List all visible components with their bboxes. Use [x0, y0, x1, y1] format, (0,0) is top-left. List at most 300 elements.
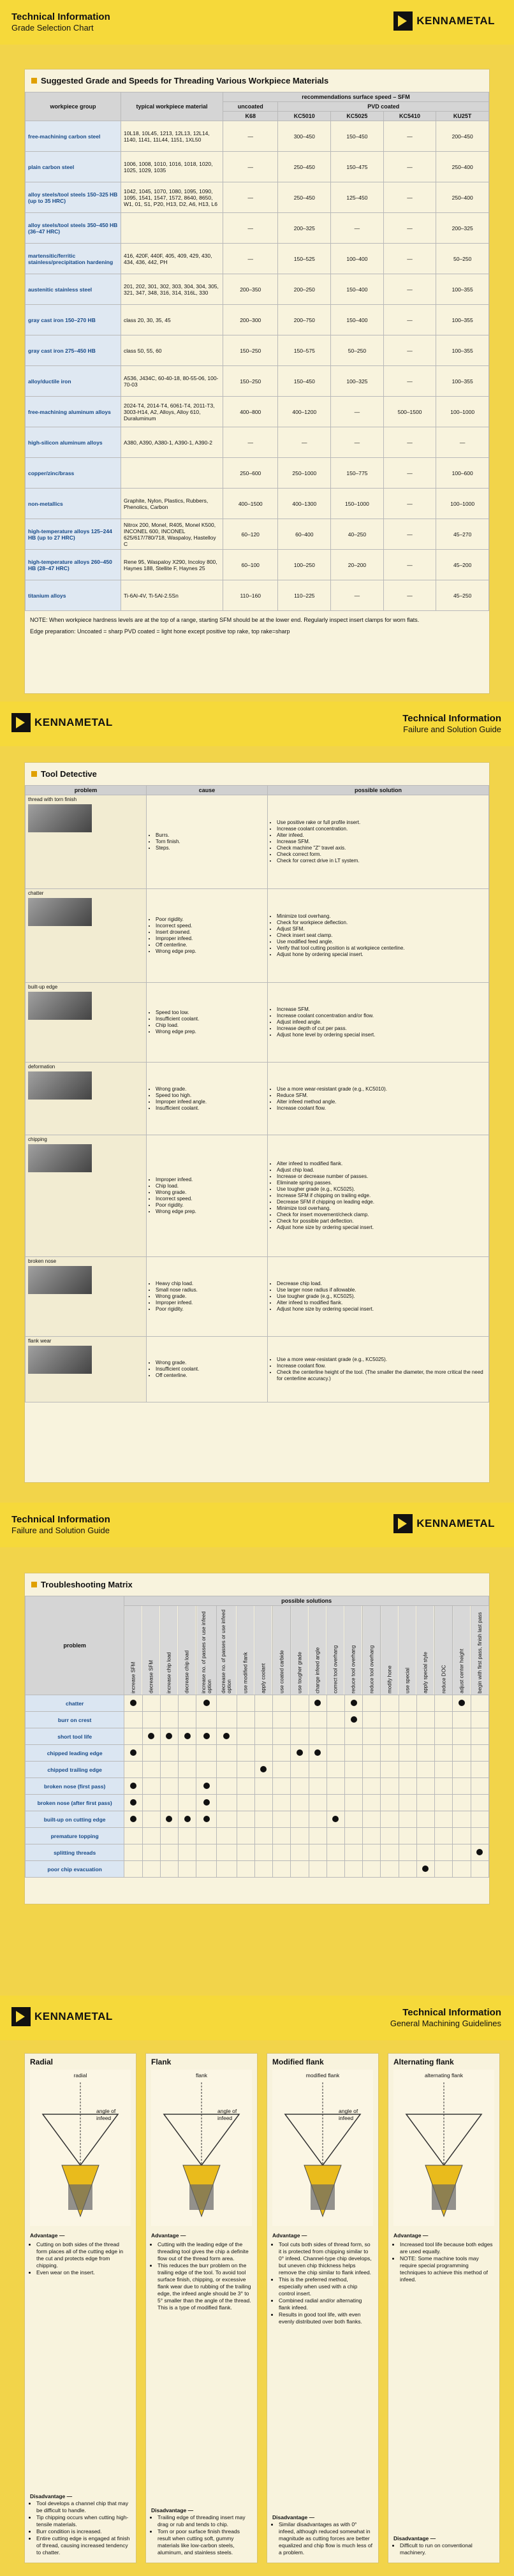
- problem-cell: [26, 889, 147, 983]
- matrix-cell: [196, 1844, 217, 1861]
- matrix-cell: [435, 1844, 453, 1861]
- solution-item: • Adjust hone level by ordering special insert.: [277, 1032, 486, 1038]
- matrix-cell: [399, 1745, 416, 1762]
- workpiece-group: gray cast iron 275–450 HB: [26, 335, 121, 366]
- matrix-cell: [344, 1828, 362, 1844]
- problem-label: broken nose (after first pass): [26, 1795, 124, 1811]
- speed-cell: 40–250: [331, 519, 384, 550]
- matrix-cell: [344, 1762, 362, 1778]
- dot-icon: [203, 1783, 210, 1789]
- matrix-cell: [216, 1811, 237, 1828]
- matrix-cell: [237, 1695, 254, 1712]
- table-row: [26, 889, 489, 983]
- edge-prep-note: Edge preparation: Uncoated = sharp PVD coated = light hone except positive top rake, top rake=sharp: [30, 628, 290, 635]
- matrix-cell: [237, 1861, 254, 1878]
- matrix-cell: [344, 1844, 362, 1861]
- matrix-cell: [309, 1778, 327, 1795]
- matrix-cell: [471, 1828, 489, 1844]
- table-row: [26, 1762, 489, 1778]
- matrix-cell: [471, 1695, 489, 1712]
- advantage-item: • This is the preferred method, especially when used with a chip control insert.: [279, 2276, 373, 2297]
- solution-item: • Use larger nose radius if allowable.: [277, 1287, 486, 1293]
- matrix-cell: [309, 1695, 327, 1712]
- speed-cell: 300–450: [278, 121, 331, 152]
- solution-header: modify hone: [381, 1606, 399, 1695]
- page-header: [0, 1503, 514, 1547]
- matrix-cell: [124, 1778, 142, 1795]
- workpiece-group: austenitic stainless steel: [26, 274, 121, 305]
- table-row: [26, 274, 489, 305]
- matrix-cell: [344, 1861, 362, 1878]
- problem-label: chipped leading edge: [26, 1745, 124, 1762]
- table-row: [26, 213, 489, 244]
- matrix-cell: [399, 1728, 416, 1745]
- diagram-label: flank: [196, 2072, 207, 2079]
- matrix-cell: [453, 1762, 471, 1778]
- panel-title: Tool Detective: [41, 769, 97, 779]
- disadvantage-item: • Tip chipping occurs when cutting high-tensile materials.: [36, 2514, 131, 2528]
- speed-cell: 150–450: [331, 121, 384, 152]
- matrix-cell: [309, 1811, 327, 1828]
- workpiece-group: free-machining carbon steel: [26, 121, 121, 152]
- solution-cell: [268, 1063, 489, 1135]
- column-title: Modified flank: [272, 2057, 324, 2066]
- cause-list: [149, 1177, 265, 1215]
- speed-cell: 150–400: [331, 274, 384, 305]
- problem-photo: [28, 898, 92, 926]
- matrix-panel: [24, 1573, 490, 1904]
- matrix-cell: [142, 1712, 160, 1728]
- matrix-cell: [416, 1778, 434, 1795]
- solution-header: decrease chip load: [178, 1606, 196, 1695]
- cause-list: [149, 1360, 265, 1379]
- header-title: Technical Information: [11, 1514, 110, 1525]
- matrix-cell: [160, 1762, 178, 1778]
- matrix-cell: [178, 1712, 196, 1728]
- solution-header: use special: [399, 1606, 416, 1695]
- matrix-cell: [399, 1762, 416, 1778]
- solution-cell: [268, 1135, 489, 1257]
- matrix-cell: [471, 1844, 489, 1861]
- speed-cell: 100–325: [331, 366, 384, 397]
- matrix-cell: [291, 1762, 309, 1778]
- solution-item: • Adjust hone by ordering special insert.: [277, 952, 486, 958]
- tool-detective-panel: [24, 762, 490, 1483]
- speed-cell: —: [383, 580, 436, 611]
- matrix-cell: [178, 1844, 196, 1861]
- advantage-item: • Combined radial and/or alternating flank infeed.: [279, 2297, 373, 2311]
- matrix-cell: [344, 1811, 362, 1828]
- page-machining-guidelines: [0, 1996, 514, 2576]
- matrix-cell: [160, 1861, 178, 1878]
- guideline-column: [24, 2053, 136, 2563]
- matrix-cell: [254, 1762, 272, 1778]
- matrix-cell: [471, 1745, 489, 1762]
- dot-icon: [422, 1866, 429, 1872]
- solution-item: • Minimize tool overhang.: [277, 913, 486, 920]
- table-row: [26, 121, 489, 152]
- matrix-cell: [124, 1712, 142, 1728]
- header-title: Technical Information: [11, 11, 110, 22]
- speed-cell: —: [436, 427, 489, 458]
- dot-icon: [351, 1700, 357, 1706]
- solution-item: • Check insert seat clamp.: [277, 932, 486, 939]
- matrix-cell: [363, 1778, 381, 1795]
- workpiece-group: alloy steels/tool steels 350–450 HB (36–47 HRC): [26, 213, 121, 244]
- solution-header: increase chip load: [160, 1606, 178, 1695]
- speed-cell: 60–100: [223, 550, 278, 580]
- header-subtitle: Failure and Solution Guide: [11, 1526, 110, 1535]
- matrix-cell: [309, 1762, 327, 1778]
- solution-header: increase no. of passes or use infeed option: [196, 1606, 217, 1695]
- speed-cell: 100–355: [436, 305, 489, 335]
- matrix-cell: [309, 1745, 327, 1762]
- dot-icon: [223, 1733, 230, 1739]
- speed-cell: 200–250: [278, 274, 331, 305]
- advantage-block: [393, 2232, 494, 2283]
- matrix-cell: [381, 1828, 399, 1844]
- matrix-cell: [453, 1745, 471, 1762]
- solution-item: • Decrease chip load.: [277, 1281, 486, 1287]
- solution-header: use tougher grade: [291, 1606, 309, 1695]
- table-row: [26, 397, 489, 427]
- matrix-cell: [381, 1712, 399, 1728]
- solution-item: • Use tougher grade (e.g., KC5025).: [277, 1293, 486, 1300]
- solution-list: [270, 820, 486, 864]
- matrix-cell: [327, 1712, 344, 1728]
- speed-cell: —: [223, 244, 278, 274]
- advantage-item: • Tool cuts both sides of thread form, so it is protected from chipping similar to 0° infeed. Channel-type chip develops, but uneven chip thickness helps remove the chip similar to flank infeed.: [279, 2241, 373, 2276]
- cause-item: • Insert drowned.: [156, 929, 265, 936]
- matrix-cell: [327, 1861, 344, 1878]
- disadvantage-block: [151, 2507, 252, 2556]
- solution-cell: [268, 983, 489, 1063]
- table-row: [26, 1795, 489, 1811]
- matrix-cell: [124, 1828, 142, 1844]
- grade-table: [25, 92, 489, 611]
- matrix-cell: [344, 1778, 362, 1795]
- disadvantage-title: Disadvantage —: [30, 2493, 73, 2499]
- section-square-icon: [31, 771, 37, 777]
- cause-item: • Chip load.: [156, 1183, 265, 1189]
- speed-cell: —: [383, 427, 436, 458]
- solution-item: • Use modified feed angle.: [277, 939, 486, 945]
- speed-cell: —: [383, 305, 436, 335]
- speed-cell: 400–1500: [223, 489, 278, 519]
- workpiece-group: free-machining aluminum alloys: [26, 397, 121, 427]
- speed-cell: 250–450: [278, 152, 331, 182]
- table-row: [26, 580, 489, 611]
- advantage-title: Advantage —: [151, 2232, 186, 2239]
- guideline-columns: [24, 2053, 493, 2563]
- troubleshooting-matrix: [25, 1596, 489, 1878]
- workpiece-material: 416, 420F, 440F, 405, 409, 429, 430, 434, 436, 442, PH: [121, 244, 223, 274]
- matrix-cell: [273, 1778, 291, 1795]
- matrix-cell: [124, 1795, 142, 1811]
- matrix-cell: [363, 1844, 381, 1861]
- disadvantage-block: [393, 2535, 494, 2556]
- col-material: typical workpiece material: [121, 92, 223, 121]
- workpiece-group: high-temperature alloys 125–244 HB (up to 27 HRC): [26, 519, 121, 550]
- matrix-cell: [178, 1728, 196, 1745]
- table-row: [26, 1695, 489, 1712]
- matrix-cell: [471, 1795, 489, 1811]
- speed-cell: 500–1500: [383, 397, 436, 427]
- solution-header: reduce DOC: [435, 1606, 453, 1695]
- matrix-cell: [435, 1795, 453, 1811]
- solution-item: • Increase SFM if chipping on trailing edge.: [277, 1193, 486, 1199]
- matrix-cell: [124, 1728, 142, 1745]
- matrix-cell: [327, 1695, 344, 1712]
- workpiece-material: Graphite, Nylon, Plastics, Rubbers, Phenolics, Carbon: [121, 489, 223, 519]
- solution-item: • Use a more wear-resistant grade (e.g., KC5025).: [277, 1357, 486, 1363]
- matrix-cell: [178, 1861, 196, 1878]
- matrix-cell: [435, 1728, 453, 1745]
- cause-item: • Poor rigidity.: [156, 1202, 265, 1209]
- workpiece-group: gray cast iron 150–270 HB: [26, 305, 121, 335]
- solution-header: reduce tool overhang: [344, 1606, 362, 1695]
- table-row: [26, 550, 489, 580]
- page-troubleshooting: [0, 1503, 514, 1996]
- solution-item: • Eliminate spring passes.: [277, 1180, 486, 1186]
- matrix-cell: [254, 1778, 272, 1795]
- matrix-cell: [273, 1762, 291, 1778]
- solution-item: • Alter infeed to modified flank.: [277, 1300, 486, 1306]
- table-row: [26, 1861, 489, 1878]
- col-problem: problem: [26, 786, 147, 795]
- thread-diagram-icon: [151, 2070, 252, 2226]
- problem-photo: [28, 1071, 92, 1100]
- solution-item: • Check for correct drive in LT system.: [277, 858, 486, 864]
- matrix-cell: [363, 1795, 381, 1811]
- solution-item: • Alter infeed method angle.: [277, 1099, 486, 1105]
- problem-label: chipped trailing edge: [26, 1762, 124, 1778]
- matrix-cell: [327, 1844, 344, 1861]
- guideline-column: [267, 2053, 379, 2563]
- matrix-cell: [381, 1695, 399, 1712]
- table-row: [26, 244, 489, 274]
- solution-header: use modified flank: [237, 1606, 254, 1695]
- advantage-item: • Increased tool life because both edges are used equally.: [400, 2241, 494, 2255]
- advantage-item: • Cutting on both sides of the thread form places all of the cutting edge in the cut and protects edge from chipping.: [36, 2241, 131, 2269]
- speed-cell: 110–160: [223, 580, 278, 611]
- problem-label: broken nose (first pass): [26, 1778, 124, 1795]
- col-uncoated: uncoated: [223, 102, 278, 112]
- disadvantage-item: • Similar disadvantages as with 0° infeed, although reduced somewhat in magnitude as cutting forces are better equalized and chip flow is much less of a problem.: [279, 2521, 373, 2556]
- speed-cell: 200–750: [278, 305, 331, 335]
- matrix-cell: [291, 1728, 309, 1745]
- matrix-cell: [381, 1861, 399, 1878]
- matrix-cell: [237, 1795, 254, 1811]
- cause-cell: [147, 795, 268, 889]
- kennametal-logo: KENNAMETAL: [393, 11, 495, 31]
- problem-photo: [28, 804, 92, 832]
- solution-item: • Use positive rake or full profile insert.: [277, 820, 486, 826]
- advantage-block: [151, 2232, 252, 2311]
- matrix-cell: [399, 1712, 416, 1728]
- col-grade: KC5410: [383, 112, 436, 121]
- workpiece-material: class 50, 55, 60: [121, 335, 223, 366]
- matrix-cell: [160, 1811, 178, 1828]
- matrix-cell: [399, 1695, 416, 1712]
- cause-item: • Speed too high.: [156, 1093, 265, 1099]
- matrix-cell: [237, 1811, 254, 1828]
- section-square-icon: [31, 78, 37, 84]
- speed-cell: 45–270: [436, 519, 489, 550]
- dot-icon: [130, 1700, 136, 1706]
- speed-cell: 100–600: [436, 458, 489, 489]
- matrix-cell: [291, 1795, 309, 1811]
- dot-icon: [184, 1816, 191, 1822]
- thread-diagram-icon: [30, 2070, 131, 2226]
- cause-item: • Insufficient coolant.: [156, 1016, 265, 1022]
- matrix-cell: [216, 1695, 237, 1712]
- matrix-cell: [453, 1695, 471, 1712]
- infeed-diagram: [393, 2070, 494, 2226]
- matrix-cell: [124, 1745, 142, 1762]
- problem-label: chipping: [28, 1137, 47, 1142]
- dot-icon: [476, 1849, 483, 1855]
- cause-item: • Improper infeed.: [156, 936, 265, 942]
- speed-cell: 150–400: [331, 305, 384, 335]
- column-title: Alternating flank: [393, 2057, 454, 2066]
- diagram-label: modified flank: [305, 2072, 340, 2079]
- cause-item: • Insufficient coolant.: [156, 1366, 265, 1373]
- matrix-cell: [471, 1762, 489, 1778]
- speed-cell: —: [383, 213, 436, 244]
- table-row: [26, 182, 489, 213]
- matrix-cell: [273, 1795, 291, 1811]
- matrix-cell: [453, 1844, 471, 1861]
- matrix-cell: [399, 1828, 416, 1844]
- workpiece-material: A380, A390, A380-1, A390-1, A390-2: [121, 427, 223, 458]
- infeed-diagram: [272, 2070, 373, 2226]
- workpiece-group: alloy/ductile iron: [26, 366, 121, 397]
- solution-cell: [268, 1337, 489, 1402]
- cause-item: • Steps.: [156, 845, 265, 851]
- matrix-cell: [416, 1745, 434, 1762]
- speed-cell: —: [278, 427, 331, 458]
- table-row: [26, 983, 489, 1063]
- solution-list: [270, 1357, 486, 1382]
- page-header: [0, 1996, 514, 2040]
- speed-cell: 250–400: [436, 152, 489, 182]
- thread-diagram-icon: [393, 2070, 494, 2226]
- cause-item: • Chip load.: [156, 1022, 265, 1029]
- solution-item: • Use a more wear-resistant grade (e.g., KC5010).: [277, 1086, 486, 1093]
- matrix-cell: [196, 1778, 217, 1795]
- solution-item: • Check correct form.: [277, 851, 486, 858]
- matrix-cell: [196, 1861, 217, 1878]
- matrix-cell: [344, 1712, 362, 1728]
- solution-header: decrease no. of passes or use infeed option: [216, 1606, 237, 1695]
- matrix-cell: [273, 1712, 291, 1728]
- disadvantage-title: Disadvantage —: [151, 2507, 194, 2513]
- table-row: [26, 1778, 489, 1795]
- matrix-cell: [327, 1778, 344, 1795]
- cause-item: • Wrong grade.: [156, 1293, 265, 1300]
- matrix-cell: [309, 1828, 327, 1844]
- matrix-cell: [291, 1695, 309, 1712]
- speed-cell: —: [331, 213, 384, 244]
- matrix-cell: [196, 1795, 217, 1811]
- problem-photo: [28, 1266, 92, 1294]
- matrix-cell: [160, 1745, 178, 1762]
- matrix-cell: [196, 1828, 217, 1844]
- solution-item: • Increase depth of cut per pass.: [277, 1026, 486, 1032]
- matrix-cell: [363, 1695, 381, 1712]
- cause-list: [149, 916, 265, 955]
- matrix-cell: [216, 1861, 237, 1878]
- solution-item: • Increase SFM.: [277, 1006, 486, 1013]
- problem-label: deformation: [28, 1064, 55, 1070]
- matrix-cell: [291, 1712, 309, 1728]
- matrix-cell: [309, 1861, 327, 1878]
- dot-icon: [148, 1733, 154, 1739]
- speed-cell: —: [331, 397, 384, 427]
- page-header: [0, 0, 514, 45]
- matrix-cell: [142, 1728, 160, 1745]
- matrix-cell: [196, 1762, 217, 1778]
- matrix-cell: [381, 1795, 399, 1811]
- matrix-cell: [196, 1695, 217, 1712]
- speed-cell: 100–250: [278, 550, 331, 580]
- problem-photo: [28, 1144, 92, 1172]
- workpiece-material: A536, J434C, 60-40-18, 80-55-06, 100-70-03: [121, 366, 223, 397]
- cause-list: [149, 1086, 265, 1112]
- advantage-item: • Even wear on the insert.: [36, 2269, 131, 2276]
- speed-cell: 60–120: [223, 519, 278, 550]
- cause-item: • Poor rigidity.: [156, 916, 265, 923]
- table-row: [26, 1337, 489, 1402]
- matrix-cell: [160, 1695, 178, 1712]
- workpiece-group: titanium alloys: [26, 580, 121, 611]
- matrix-cell: [327, 1795, 344, 1811]
- matrix-cell: [471, 1712, 489, 1728]
- table-row: [26, 1712, 489, 1728]
- speed-cell: 100–1000: [436, 397, 489, 427]
- speed-cell: 110–225: [278, 580, 331, 611]
- matrix-cell: [363, 1828, 381, 1844]
- advantage-block: [30, 2232, 131, 2276]
- table-row: [26, 1257, 489, 1337]
- diagram-label: radial: [73, 2072, 87, 2079]
- matrix-cell: [254, 1795, 272, 1811]
- speed-cell: —: [223, 213, 278, 244]
- matrix-cell: [254, 1728, 272, 1745]
- problem-cell: [26, 983, 147, 1063]
- problem-label: broken nose: [28, 1258, 57, 1264]
- matrix-cell: [309, 1844, 327, 1861]
- disadvantage-item: • Tool develops a channel chip that may be difficult to handle.: [36, 2500, 131, 2514]
- tool-detective-table: [25, 785, 489, 1402]
- matrix-cell: [327, 1728, 344, 1745]
- cause-item: • Torn finish.: [156, 839, 265, 845]
- workpiece-material: 201, 202, 301, 302, 303, 304, 304, 305, 321, 347, 348, 316, 314, 316L, 330: [121, 274, 223, 305]
- speed-cell: —: [383, 274, 436, 305]
- speed-cell: 100–400: [331, 244, 384, 274]
- table-row: [26, 152, 489, 182]
- matrix-cell: [178, 1778, 196, 1795]
- workpiece-group: plain carbon steel: [26, 152, 121, 182]
- col-speed: recommendations surface speed – SFM: [223, 92, 489, 102]
- dot-icon: [203, 1733, 210, 1739]
- solution-list: [270, 913, 486, 958]
- matrix-cell: [453, 1795, 471, 1811]
- kennametal-k-icon: [11, 2007, 31, 2026]
- cause-cell: [147, 1063, 268, 1135]
- dot-icon: [314, 1749, 321, 1756]
